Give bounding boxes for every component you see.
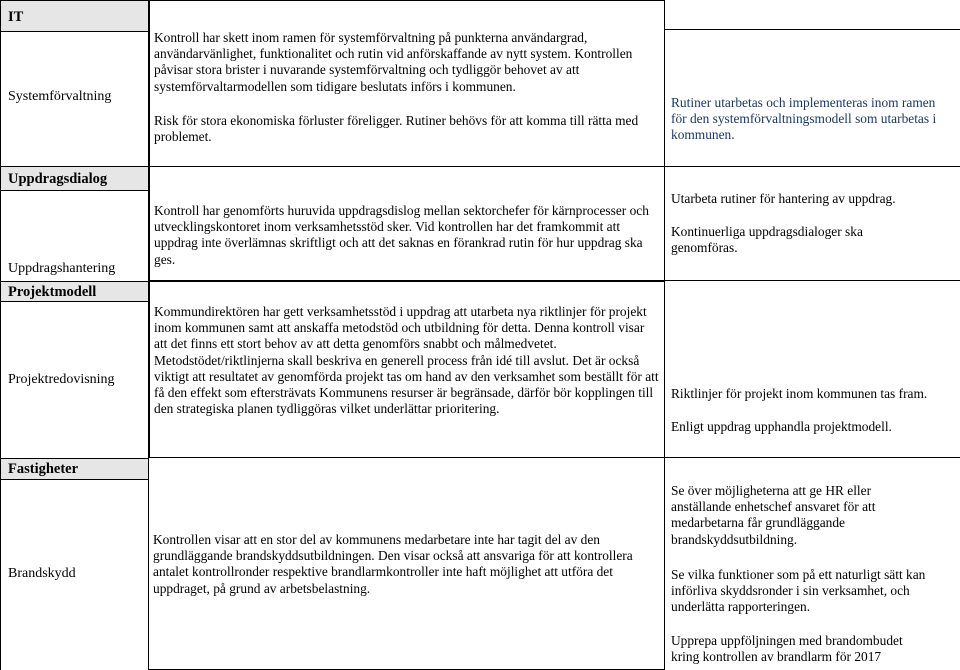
uppdragsdialog-action-cell <box>665 166 960 281</box>
projektmodell-action-cell <box>665 281 960 458</box>
uppdragsdialog-observation-cell <box>149 166 665 281</box>
projektmodell-observation-text: Kommundirektören har gett verksamhetsstöd i uppdrag att utarbeta nya riktlinjer för projekt inom kommunen samt att anskaffa metodstöd och utbildning för detta. Denna kontroll visar att det finns ett stort behov av att detta genomförs snabbt och målmedvetet. Metodstödet/riktlinjerna skall beskriva en generell process från idé till avslut. Det är också viktigt att resultatet av genomförda projekt tas om hand av den verksamhet som beställt för att få den effekt som eftersträvats Kommunens resurser är begränsade, därför bör kopplingen till den strategiska planen tydliggöras vilket underlättar prioritering. <box>154 304 659 417</box>
projektmodell-header-cell <box>0 281 149 302</box>
fastigheter-action-2: Se vilka funktioner som på ett naturligt sätt kan införliva skyddsronder i sin verksamhet, och underlätta rapporteringen. <box>671 567 926 615</box>
projektmodell-action-2: Enligt uppdrag upphandla projektmodell. <box>671 419 892 434</box>
section-header-uppdragsdialog: Uppdragsdialog <box>8 171 108 187</box>
row-label-projektredovisning: Projektredovisning <box>8 372 115 387</box>
projektredovisning-label-cell <box>0 302 149 458</box>
projektmodell-observation-cell <box>149 281 665 458</box>
fastigheter-header-cell <box>0 458 149 480</box>
section-header-it: IT <box>8 9 24 25</box>
uppdragsdialog-header-cell <box>0 166 149 191</box>
uppdragsdialog-action-1: Utarbeta rutiner för hantering av uppdrag. <box>671 191 896 206</box>
it-header-cell <box>0 0 149 32</box>
uppdragsdialog-action-2: Kontinuerliga uppdragsdialoger ska genomföras. <box>671 224 863 256</box>
uppdragshantering-label-cell <box>0 191 149 281</box>
section-header-projektmodell: Projektmodell <box>8 284 97 300</box>
fastigheter-action-1: Se över möjligheterna att ge HR eller anställande enhetschef ansvaret för att medarbetarna får grundläggande brandskyddsutbildning. <box>671 483 876 547</box>
fastigheter-action-cell <box>665 458 960 670</box>
row-label-brandskydd: Brandskydd <box>8 566 76 581</box>
fastigheter-observation-text: Kontrollen visar att en stor del av kommunens medarbetare inte har tagit del av den grundläggande brandskyddsutbildningen. Den visar också att ansvariga för att kontrollera antalet kontrollronder respektive brandlarmkontroller inte haft möjlighet att utföra det uppdraget, på grund av arbetsbelastning. <box>153 532 633 596</box>
brandskydd-label-cell <box>0 480 149 670</box>
projektmodell-action-1: Riktlinjer för projekt inom kommunen tas fram. <box>671 386 928 401</box>
it-observation-text: Kontroll har skett inom ramen för systemförvaltning på punkterna användargrad, användarvänlighet, funktionalitet och rutin vid anförskaffande av nytt system. Kontrollen påvisar stora brister i nuvarande systemförvaltning och tydliggör behovet av att systemförvaltarmodellen som tidigare beslutats införs i kommunen. <box>154 30 633 94</box>
fastigheter-action-3: Upprepa uppföljningen med brandombudet kring kontrollen av brandlarm för 2017 <box>671 633 903 665</box>
row-label-systemforvaltning: Systemförvaltning <box>8 89 112 104</box>
it-action-cell <box>665 29 960 167</box>
it-risk-text: Risk för stora ekonomiska förluster föreligger. Rutiner behövs för att komma till rätta med problemet. <box>154 113 639 145</box>
section-header-fastigheter: Fastigheter <box>8 461 79 477</box>
it-observation-cell <box>149 0 665 167</box>
uppdragsdialog-observation-text: Kontroll har genomförts huruvida uppdragsdislog mellan sektorchefer för kärnprocesser och utvecklingskontoret inom verksamhetsstöd sker. Vid kontrollen har det framkommit att uppdrag inte överlämnas skriftligt och att det saknas en förankrad rutin för hur uppdrag ska ges. <box>154 203 649 267</box>
it-action-text: Rutiner utarbetas och implementeras inom ramen för den systemförvaltningsmodell som utarbetas i kommunen. <box>671 95 937 143</box>
fastigheter-observation-cell <box>149 458 665 670</box>
row-label-uppdragshantering: Uppdragshantering <box>8 261 116 276</box>
it-label-cell <box>0 32 149 167</box>
